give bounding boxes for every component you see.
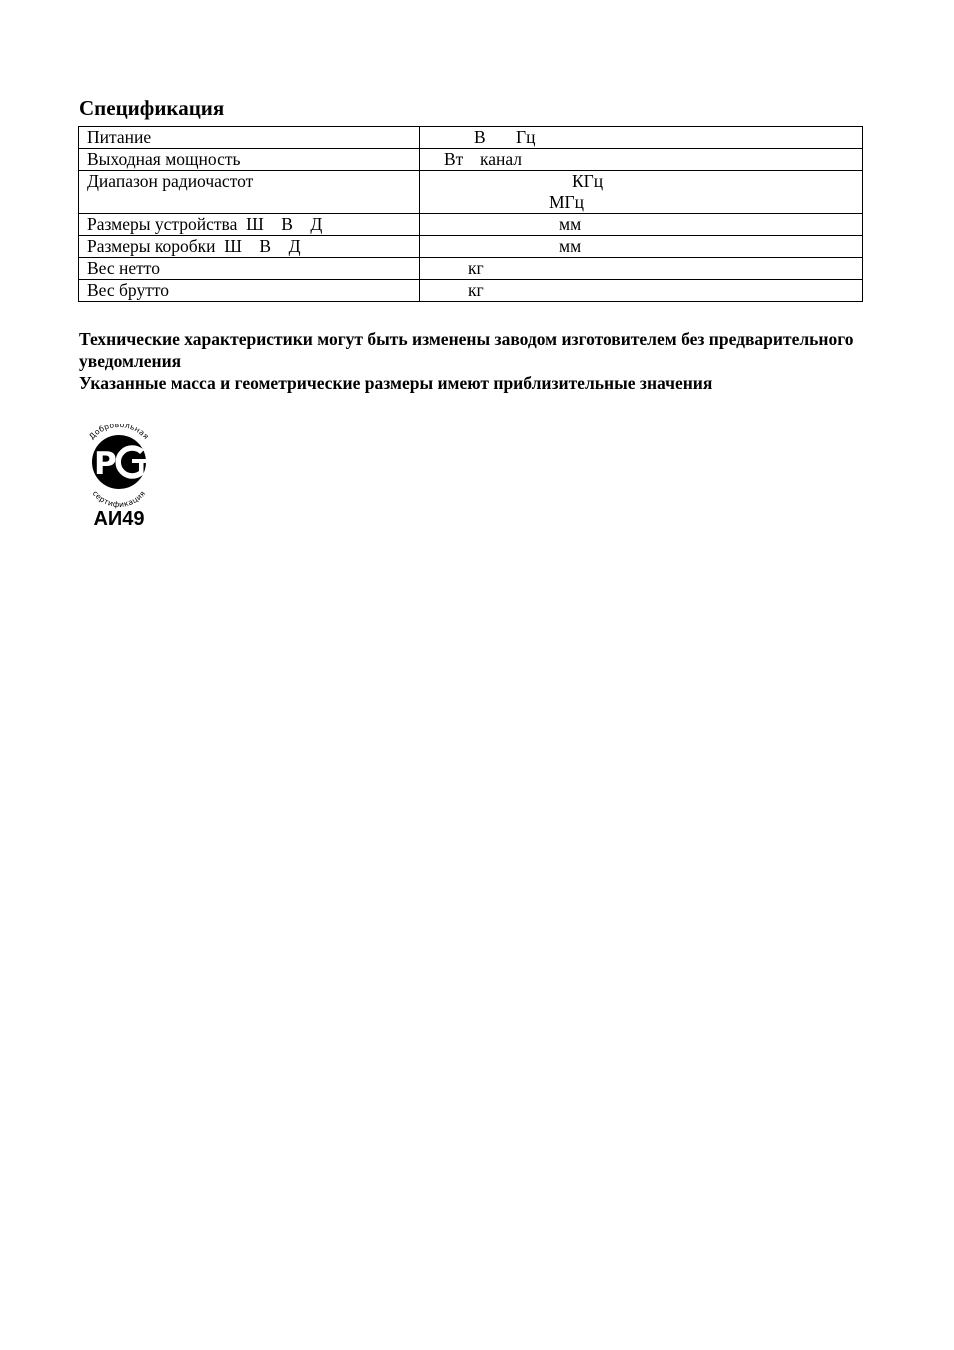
row-label-output-power: Выходная мощность: [79, 149, 420, 171]
row-value-box-dimensions: [420, 236, 863, 258]
unit-channel: канал: [480, 149, 523, 169]
table-row: [79, 171, 863, 214]
page-title: Спецификация: [79, 96, 225, 120]
row-value-net-weight: [420, 258, 863, 280]
specification-table: [78, 126, 863, 302]
row-label-power: Питание: [79, 127, 420, 149]
mark-top-text: Добровольная: [87, 424, 151, 442]
unit-hertz: Гц: [516, 127, 536, 147]
row-value-device-dimensions: [420, 214, 863, 236]
unit-khz: КГц: [572, 171, 604, 191]
row-label-box-dimensions: Размеры коробки Ш В Д: [79, 236, 420, 258]
row-label-device-dimensions: Размеры устройства Ш В Д: [79, 214, 420, 236]
row-value-power: [420, 127, 863, 149]
unit-mm: мм: [559, 236, 582, 256]
row-value-gross-weight: [420, 280, 863, 302]
row-value-radio-range: [420, 171, 863, 214]
row-label-net-weight: Вес нетто: [79, 258, 420, 280]
notes: [79, 328, 869, 394]
mark-bottom-text: сертификация: [90, 488, 148, 510]
rst-certification-mark-icon: [79, 424, 159, 534]
row-value-output-power: [420, 149, 863, 171]
table-row: [79, 127, 863, 149]
unit-watt: Вт: [444, 149, 464, 169]
svg-text:P: P: [94, 446, 117, 482]
unit-kg: кг: [468, 258, 484, 278]
table-row: [79, 258, 863, 280]
note-specs-change: Технические характеристики могут быть изменены заводом изготовителем без предварительного уведомления: [79, 329, 854, 371]
unit-mm: мм: [559, 214, 582, 234]
unit-mhz: МГц: [549, 192, 585, 212]
unit-kg: кг: [468, 280, 484, 300]
mark-code: АИ49: [93, 508, 145, 530]
unit-volt: В: [474, 127, 486, 147]
svg-text:сертификация: [91, 489, 148, 509]
table-row: [79, 149, 863, 171]
note-approximate-values: Указанные масса и геометрические размеры имеют приблизительные значения: [79, 373, 713, 393]
certification-mark: [79, 424, 159, 534]
row-label-radio-range: Диапазон радиочастот: [79, 171, 420, 214]
row-label-gross-weight: Вес брутто: [79, 280, 420, 302]
table-row: [79, 236, 863, 258]
table-row: [79, 214, 863, 236]
table-row: [79, 280, 863, 302]
